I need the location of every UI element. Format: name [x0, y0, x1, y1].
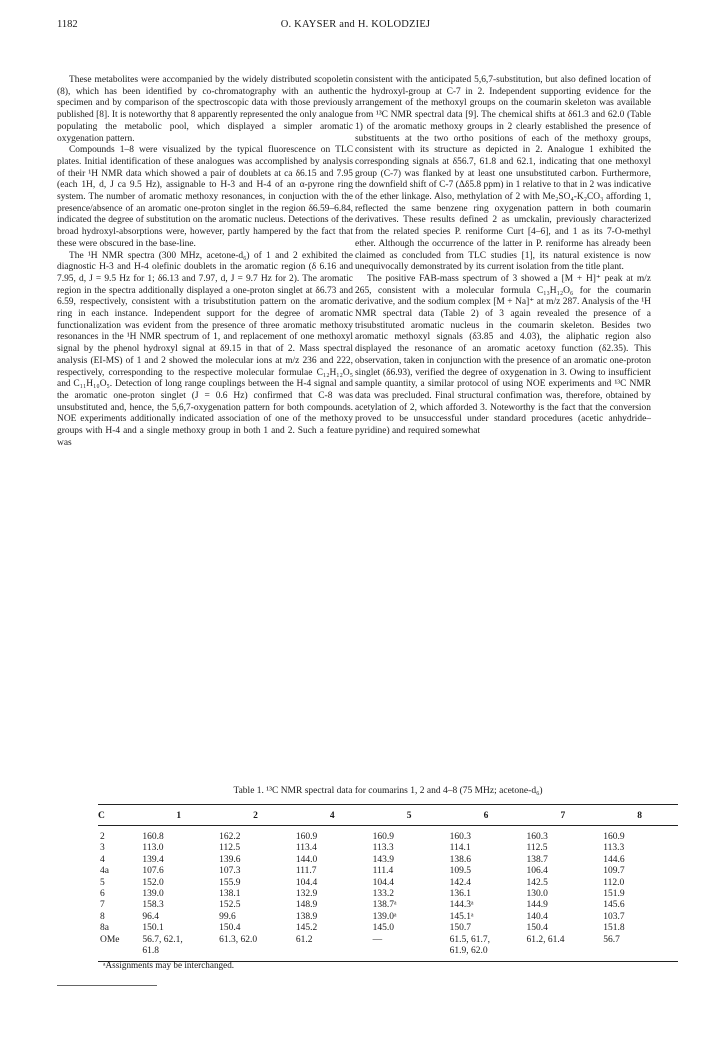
shift-value-cell: 107.3 — [219, 866, 241, 877]
table-row — [98, 900, 678, 911]
carbon-label-cell: 3 — [100, 843, 105, 854]
left-column — [57, 75, 353, 450]
shift-value-cell: 151.9 — [603, 889, 625, 900]
nmr-data-table — [98, 804, 678, 962]
table-header-row — [98, 805, 678, 826]
shift-value-cell: 109.7 — [603, 866, 625, 877]
shift-value-cell: 148.9 — [295, 900, 318, 911]
shift-value-cell: 144.6 — [603, 854, 625, 865]
shift-value-cell: 144.0 — [295, 854, 318, 865]
shift-value-cell: 142.5 — [526, 877, 548, 888]
shift-value-cell: 139.0ᵃ — [372, 911, 397, 922]
shift-value-cell: 138.9 — [295, 911, 318, 922]
shift-value-cell: 136.1 — [449, 889, 471, 900]
table-body — [98, 826, 678, 962]
shift-value-cell: 151.8 — [603, 923, 625, 934]
shift-value-cell: 61.2 — [295, 934, 313, 945]
shift-value-cell: 145.6 — [603, 900, 625, 911]
shift-value-cell: 150.1 — [142, 923, 164, 934]
carbon-label-cell: 8a — [100, 923, 109, 934]
carbon-label-cell: 5 — [100, 877, 105, 888]
table-header-cell: 6 — [448, 805, 525, 826]
shift-value-cell — [601, 946, 678, 962]
carbon-label-cell: 4a — [100, 866, 109, 877]
shift-value-cell: 96.4 — [142, 911, 160, 922]
shift-value-cell: 61.5, 61.7, — [449, 934, 490, 945]
carbon-label-cell: 7 — [100, 900, 105, 911]
carbon-label-cell: OMe — [100, 934, 120, 945]
shift-value-cell: 138.6 — [449, 854, 471, 865]
shift-value-cell: 113.3 — [372, 843, 394, 854]
table-row — [98, 866, 678, 877]
table-row — [98, 826, 678, 844]
shift-value-cell: 61.2, 61.4 — [526, 934, 565, 945]
shift-value-cell: 145.1ᵃ — [449, 911, 474, 922]
shift-value-cell: — — [372, 934, 383, 945]
shift-value-cell: 139.4 — [142, 854, 164, 865]
table-header-cell: C — [98, 805, 140, 826]
paragraph: consistent with the anticipated 5,6,7-substitution, but also defined location of the hydroxyl-group at C-7 in 2. Independent supporting evidence for the arrangement of the methoxyl groups on the coumarin skeleton was available from ¹³C NMR spectral data [9]. The chemical shifts at δ61.3 and 62.0 (Table 1) of the aromatic methoxy groups in 2 clearly established the presence of substituents at the two ortho positions of each of the methoxy groups, consistent with its structure as depicted in 2. Analogue 1 exhibited the corresponding signals at δ56.7, 61.8 and 62.1, indicating that one methoxyl group (C-7) was flanked by at least one unsubstituted carbon. Furthermore, the downfield shift of C-7 (Δδ5.8 ppm) in 1 relative to that in 2 was indicative of the ether linkage. Also, methylation of 2 with Me₂SO₄-K₂CO₃ affording 1, reflected the same benzene ring oxygenation pattern in both coumarin derivatives. These results defined 2 as umckalin, previously characterized from the related species P. reniforme Curt [4–6], and 1 as its 7-O-methyl ether. Although the occurrence of the latter in P. reniforme has already been claimed as concluded from TLC studies [1], its natural existence is now unequivocally demonstrated by its current isolation from the title plant. — [355, 75, 651, 273]
shift-value-cell: 112.0 — [603, 877, 625, 888]
table-row — [98, 889, 678, 900]
shift-value-cell: 160.3 — [449, 832, 471, 842]
table-row — [98, 923, 678, 934]
nmr-table-block — [98, 786, 678, 962]
paragraph: The ¹H NMR spectra (300 MHz, acetone-d₆) of 1 and 2 exhibited the diagnostic H-3 and H-4 olefinic doublets in the aromatic region (δ 6.16 and 7.95, d, J = 9.5 Hz for 1; δ6.13 and 7.97, d, J = 9.7 Hz for 2). The aromatic region in the spectra additionally displayed a one-proton singlet at δ6.73 and 6.59, respectively, consistent with a trisubstitution pattern on the aromatic ring in each instance. Independent support for the degree of aromatic functionalization was evident from the presence of three aromatic methoxy resonances in the ¹H NMR spectrum of 1, and replacement of one methoxyl signal by the phenol hydroxyl signal at δ9.15 in that of 2. Mass spectral analysis (EI-MS) of 1 and 2 showed the molecular ions at m/z 236 and 222, respectively, corresponding to the respective molecular formulae C₁₂H₁₂O₅ and C₁₁H₁₀O₅. Detection of long range couplings between the H-4 signal and the aromatic one-proton singlet (J = 0.6 Hz) confirmed that C-8 was unsubstituted and, hence, the 5,6,7-oxygenation pattern for both compounds. NOE experiments additionally indicated association of one of the methoxy groups with H-4 and a single methoxy group in both 1 and 2. Such a feature was — [57, 250, 353, 448]
table-header-cell: 7 — [525, 805, 602, 826]
shift-value-cell: 61.3, 62.0 — [219, 934, 258, 945]
shift-value-cell: 152.0 — [142, 877, 164, 888]
shift-value-cell: 132.9 — [295, 889, 318, 900]
right-column — [355, 75, 651, 438]
shift-value-cell: 160.3 — [526, 832, 548, 842]
shift-value-cell: 107.6 — [142, 866, 164, 877]
shift-value-cell: 112.5 — [526, 843, 548, 854]
shift-value-cell: 99.6 — [219, 911, 236, 922]
table-footnote: ᵃAssignments may be interchanged. — [103, 960, 235, 970]
carbon-label-cell: 6 — [100, 889, 105, 900]
shift-value-cell: 145.2 — [295, 923, 318, 934]
table-header-cell: 1 — [140, 805, 217, 826]
page-number: 1182 — [57, 19, 78, 30]
table-row — [98, 855, 678, 866]
footer-rule — [57, 985, 157, 986]
shift-value-cell: 56.7 — [603, 934, 620, 945]
table-caption: Table 1. ¹³C NMR spectral data for coumarins 1, 2 and 4–8 (75 MHz; acetone-d₆) — [233, 786, 543, 796]
shift-value-cell: 104.4 — [295, 877, 318, 888]
table-header-cell: 2 — [217, 805, 294, 826]
shift-value-cell: 155.9 — [219, 877, 241, 888]
shift-value-cell: 160.8 — [142, 832, 164, 842]
carbon-label-cell: 4 — [100, 854, 105, 865]
shift-value-cell: 150.4 — [219, 923, 241, 934]
shift-value-cell — [294, 946, 371, 962]
shift-value-cell — [525, 946, 602, 962]
paragraph: These metabolites were accompanied by the widely distributed scopoletin (8), which has been identified by co-chromatography with an authentic specimen and by comparison of the spectroscopic data with those previously published [8]. It is noteworthy that 8 apparently represented the only analogue populating the metabolic pool, which displayed a simpler aromatic oxygenation pattern. — [57, 75, 353, 144]
table-header-cell: 8 — [601, 805, 678, 826]
shift-value-cell: 114.1 — [449, 843, 471, 854]
shift-value-cell: 162.2 — [219, 832, 241, 842]
shift-value-cell: 113.3 — [603, 843, 625, 854]
shift-value-cell: 109.5 — [449, 866, 471, 877]
shift-value-cell: 139.6 — [219, 854, 241, 865]
shift-value-cell: 113.4 — [295, 843, 317, 854]
paragraph: The positive FAB-mass spectrum of 3 showed a [M + H]⁺ peak at m/z 265, consistent with a molecular formula C₁₃H₁₂O₆ for the coumarin derivative, and the sodium complex [M + Na]⁺ at m/z 287. Analysis of the ¹H NMR spectral data (Table 2) of 3 again revealed the presence of a trisubstituted aromatic nucleus in the coumarin skeleton. Besides two aromatic methoxyl signals (δ3.85 and 4.03), the aliphatic region also displayed the resonance of an aromatic acetoxy function (δ2.35). This observation, taken in conjunction with the presence of an aromatic one-proton singlet (δ6.93), verified the degree of oxygenation in 3. Owing to insufficient sample quantity, a similar protocol of using NOE experiments and ¹³C NMR data was precluded. Final structural confimation was, therefore, obtained by acetylation of 2, which afforded 3. Noteworthy is the fact that the conversion proved to be unsuccessful under standard procedures (acetic anhydride–pyridine) and required somewhat — [355, 273, 651, 437]
table-header-cell: 5 — [371, 805, 448, 826]
table-header-cell: 4 — [294, 805, 371, 826]
shift-value-cell: 111.4 — [372, 866, 394, 877]
shift-value-cell: 106.4 — [526, 866, 548, 877]
shift-value-cell: 138.7ᵃ — [372, 900, 397, 911]
shift-value-cell: 112.5 — [219, 843, 241, 854]
shift-value-cell: 152.5 — [219, 900, 241, 911]
shift-value-cell: 139.0 — [142, 889, 164, 900]
carbon-label-cell: 2 — [100, 832, 105, 842]
shift-value-cell: 140.4 — [526, 911, 548, 922]
shift-value-cell: 111.7 — [295, 866, 317, 877]
shift-value-cell: 142.4 — [449, 877, 471, 888]
shift-value-cell: 143.9 — [372, 854, 394, 865]
paragraph: Compounds 1–8 were visualized by the typical fluorescence on TLC plates. Initial identification of these analogues was accomplished by analysis of their ¹H NMR data which showed a pair of doublets at ca δ6.15 and 7.95 (each 1H, d, J ca 9.5 Hz), assignable to H-3 and H-4 of an α-pyrone ring system. The number of aromatic methoxy resonances, in conjuction with the presence/absence of an aromatic one-proton singlet in the region δ6.59–6.84, indicated the degree of substitution on the aromatic nucleus. Detections of the broad hydroxyl-absorptions were, however, partly hampered by the fact that these were obscured in the base-line. — [57, 145, 353, 249]
shift-value-cell: 160.9 — [603, 832, 625, 842]
shift-value-cell: 160.9 — [295, 832, 318, 842]
shift-value-cell: 138.7 — [526, 854, 548, 865]
shift-value-cell: 61.9, 62.0 — [448, 946, 525, 962]
table-row — [98, 912, 678, 923]
shift-value-cell: 103.7 — [603, 911, 625, 922]
shift-value-cell: 113.0 — [142, 843, 164, 854]
shift-value-cell: 144.3ᵃ — [449, 900, 474, 911]
shift-value-cell: 104.4 — [372, 877, 394, 888]
shift-value-cell: 130.0 — [526, 889, 548, 900]
shift-value-cell: 138.1 — [219, 889, 241, 900]
shift-value-cell: 150.4 — [526, 923, 548, 934]
shift-value-cell: 144.9 — [526, 900, 548, 911]
carbon-label-cell: 8 — [100, 911, 105, 922]
table-row — [98, 935, 678, 946]
shift-value-cell: 133.2 — [372, 889, 394, 900]
shift-value-cell — [371, 946, 448, 962]
shift-value-cell: 145.0 — [372, 923, 394, 934]
running-head: O. KAYSER and H. KOLODZIEJ — [280, 19, 431, 30]
shift-value-cell: 150.7 — [449, 923, 471, 934]
shift-value-cell: 61.8 — [140, 946, 217, 962]
table-row — [98, 878, 678, 889]
table-row — [98, 843, 678, 854]
shift-value-cell: 158.3 — [142, 900, 164, 911]
shift-value-cell: 56.7, 62.1, — [142, 934, 183, 945]
shift-value-cell: 160.9 — [372, 832, 394, 842]
